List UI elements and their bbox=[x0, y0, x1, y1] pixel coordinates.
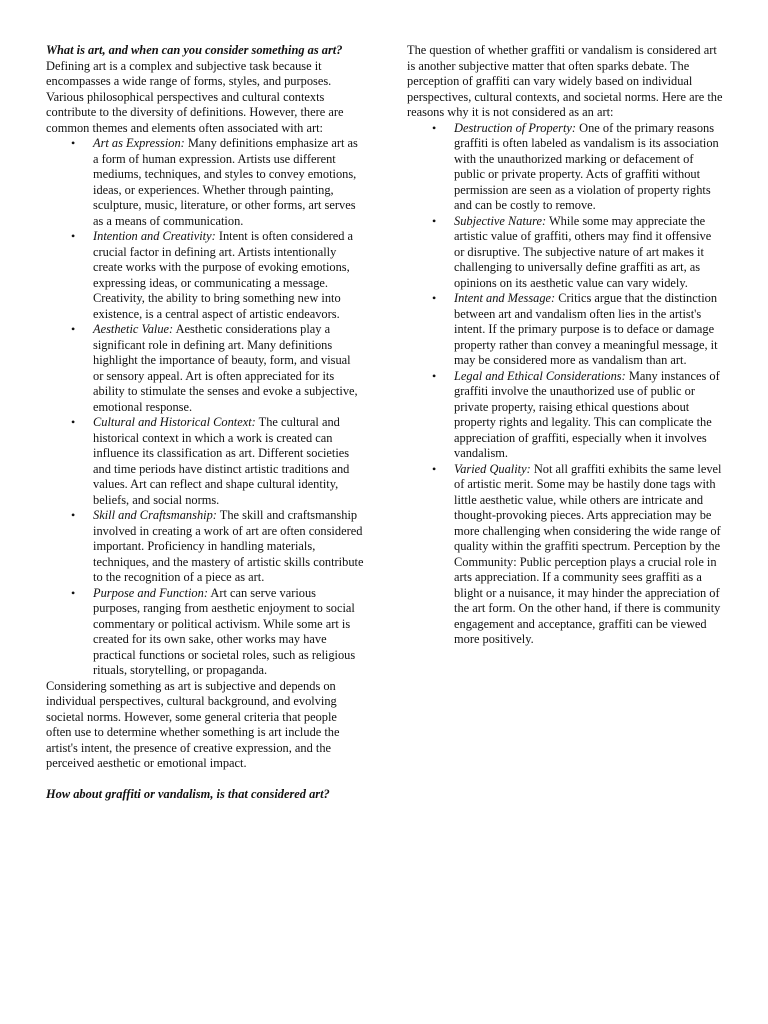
item-term: Purpose and Function: bbox=[93, 585, 208, 600]
item-text: Art can serve various purposes, ranging from aesthetic enjoyment to social commentary or political activism. While some art is created for its own sake, other works may have practical functions or societal roles, such as religious rituals, storytelling, or propaganda. bbox=[93, 585, 356, 677]
intro-paragraph: Defining art is a complex and subjective task because it encompasses a wide range of forms, styles, and purposes. Various philosophical perspectives and cultural contexts contribute to the diversity of definitions. However, there are common themes and elements often associated with art: bbox=[46, 58, 344, 135]
conclusion-paragraph: Considering something as art is subjective and depends on individual perspectives, cultural background, and evolving societal norms. However, some general criteria that people often use to determine whether something is art include the artist's intent, the presence of creative expression, and the perceived aesthetic or emotional impact. bbox=[46, 678, 340, 770]
item-term: Subjective Nature: bbox=[454, 213, 547, 228]
bullet-icon: • bbox=[71, 415, 76, 429]
list-item bbox=[432, 120, 723, 214]
bullet-icon: • bbox=[71, 229, 76, 243]
list-item bbox=[71, 508, 364, 586]
graffiti-reasons-list bbox=[407, 121, 723, 648]
item-term: Varied Quality: bbox=[454, 461, 531, 476]
list-item bbox=[71, 322, 364, 415]
item-term: Intention and Creativity: bbox=[93, 229, 216, 243]
list-item bbox=[432, 461, 723, 648]
bullet-icon: • bbox=[71, 322, 76, 336]
bullet-icon: • bbox=[71, 585, 76, 600]
item-term: Cultural and Historical Context: bbox=[93, 415, 256, 429]
list-item bbox=[71, 415, 364, 508]
art-criteria-list bbox=[46, 136, 364, 679]
item-text: Not all graffiti exhibits the same level of artistic merit. Some may be hastily done tags with little aesthetic value, while others are intricate and thought-provoking pieces. Arts appreciation may be more challenging when considering the wide range of quality within the graffiti spectrum. Perception by the Community: Public perception plays a crucial role in arts appreciation. If a community sees graffiti as a blight or a nuisance, it may hinder the appreciation of the art form. On the other hand, if there is community engagement and acceptance, graffiti can be viewed more positively. bbox=[454, 461, 722, 646]
item-term: Aesthetic Value: bbox=[93, 322, 174, 336]
graffiti-intro-paragraph: The question of whether graffiti or vandalism is considered art is another subjective matter that often sparks debate. The perception of graffiti can vary widely based on individual perspectives, cultural contexts, and societal norms. Here are the reasons why it is not considered as an art: bbox=[407, 43, 723, 119]
item-text: One of the primary reasons graffiti is often labeled as vandalism is its association with the unauthorized marking or defacement of public or private property. Acts of graffiti without permission are seen as a violation of property rights and can be costly to remove. bbox=[454, 120, 719, 212]
item-term: Intent and Message: bbox=[454, 291, 556, 305]
bullet-icon: • bbox=[432, 213, 437, 228]
item-term: Art as Expression: bbox=[93, 136, 185, 150]
right-column bbox=[407, 43, 723, 648]
list-item bbox=[432, 291, 723, 369]
left-column bbox=[46, 43, 364, 803]
heading-what-is-art: What is art, and when can you consider something as art? bbox=[46, 43, 343, 57]
bullet-icon: • bbox=[432, 461, 437, 476]
list-item bbox=[71, 585, 364, 679]
item-text: The cultural and historical context in which a work is created can influence its classification as art. Different societies and time periods have distinct artistic traditions and values. Art can reflect and shape cultural identity, beliefs, and social norms. bbox=[93, 415, 350, 507]
item-term: Skill and Craftsmanship: bbox=[93, 508, 217, 522]
bullet-icon: • bbox=[432, 368, 437, 383]
item-text: Many definitions emphasize art as a form of human expression. Artists use different mediums, techniques, and styles to convey emotions, ideas, or experiences. Whether through painting, sculpture, music, literature, or other forms, art serves as a means of communication. bbox=[93, 136, 358, 228]
paragraph-spacer bbox=[46, 772, 364, 788]
item-text: The skill and craftsmanship involved in creating a work of art are often considered important. Proficiency in handling materials, techniques, and the mastery of artistic skills contribute to the recognition of a piece as art. bbox=[93, 508, 364, 584]
item-text: While some may appreciate the artistic value of graffiti, others may find it offensive or disruptive. The subjective nature of art makes it challenging to universally define graffiti as art, as opinions on its aesthetic value can vary widely. bbox=[454, 213, 712, 290]
bullet-icon: • bbox=[432, 291, 437, 305]
item-text: Many instances of graffiti involve the unauthorized use of public or private property, raising ethical questions about property rights and legality. This can complicate the appreciation of graffiti, especially when it involves vandalism. bbox=[454, 368, 720, 460]
list-item bbox=[432, 368, 723, 462]
bullet-icon: • bbox=[432, 120, 437, 135]
bullet-icon: • bbox=[71, 136, 76, 150]
bullet-icon: • bbox=[71, 508, 76, 522]
item-term: Destruction of Property: bbox=[454, 120, 577, 135]
item-text: Critics argue that the distinction between art and vandalism often lies in the artist's intent. If the primary purpose is to deface or damage property rather than convey a meaningful message, it may be considered more as vandalism than art. bbox=[454, 291, 718, 367]
item-text: Aesthetic considerations play a significant role in defining art. Many definitions highlight the importance of beauty, form, and visual or sensory appeal. Art is often appreciated for its ability to stimulate the senses and evoke a subjective, emotional response. bbox=[93, 322, 358, 414]
heading-graffiti: How about graffiti or vandalism, is that considered art? bbox=[46, 787, 330, 801]
item-term: Legal and Ethical Considerations: bbox=[454, 368, 626, 383]
list-item bbox=[432, 213, 723, 292]
item-text: Intent is often considered a crucial factor in defining art. Artists intentionally create works with the purpose of evoking emotions, expressing ideas, or communicating a message. Creativity, the ability to bring something new into existence, is a central aspect of artistic endeavors. bbox=[93, 229, 354, 321]
list-item bbox=[71, 229, 364, 322]
list-item bbox=[71, 136, 364, 229]
